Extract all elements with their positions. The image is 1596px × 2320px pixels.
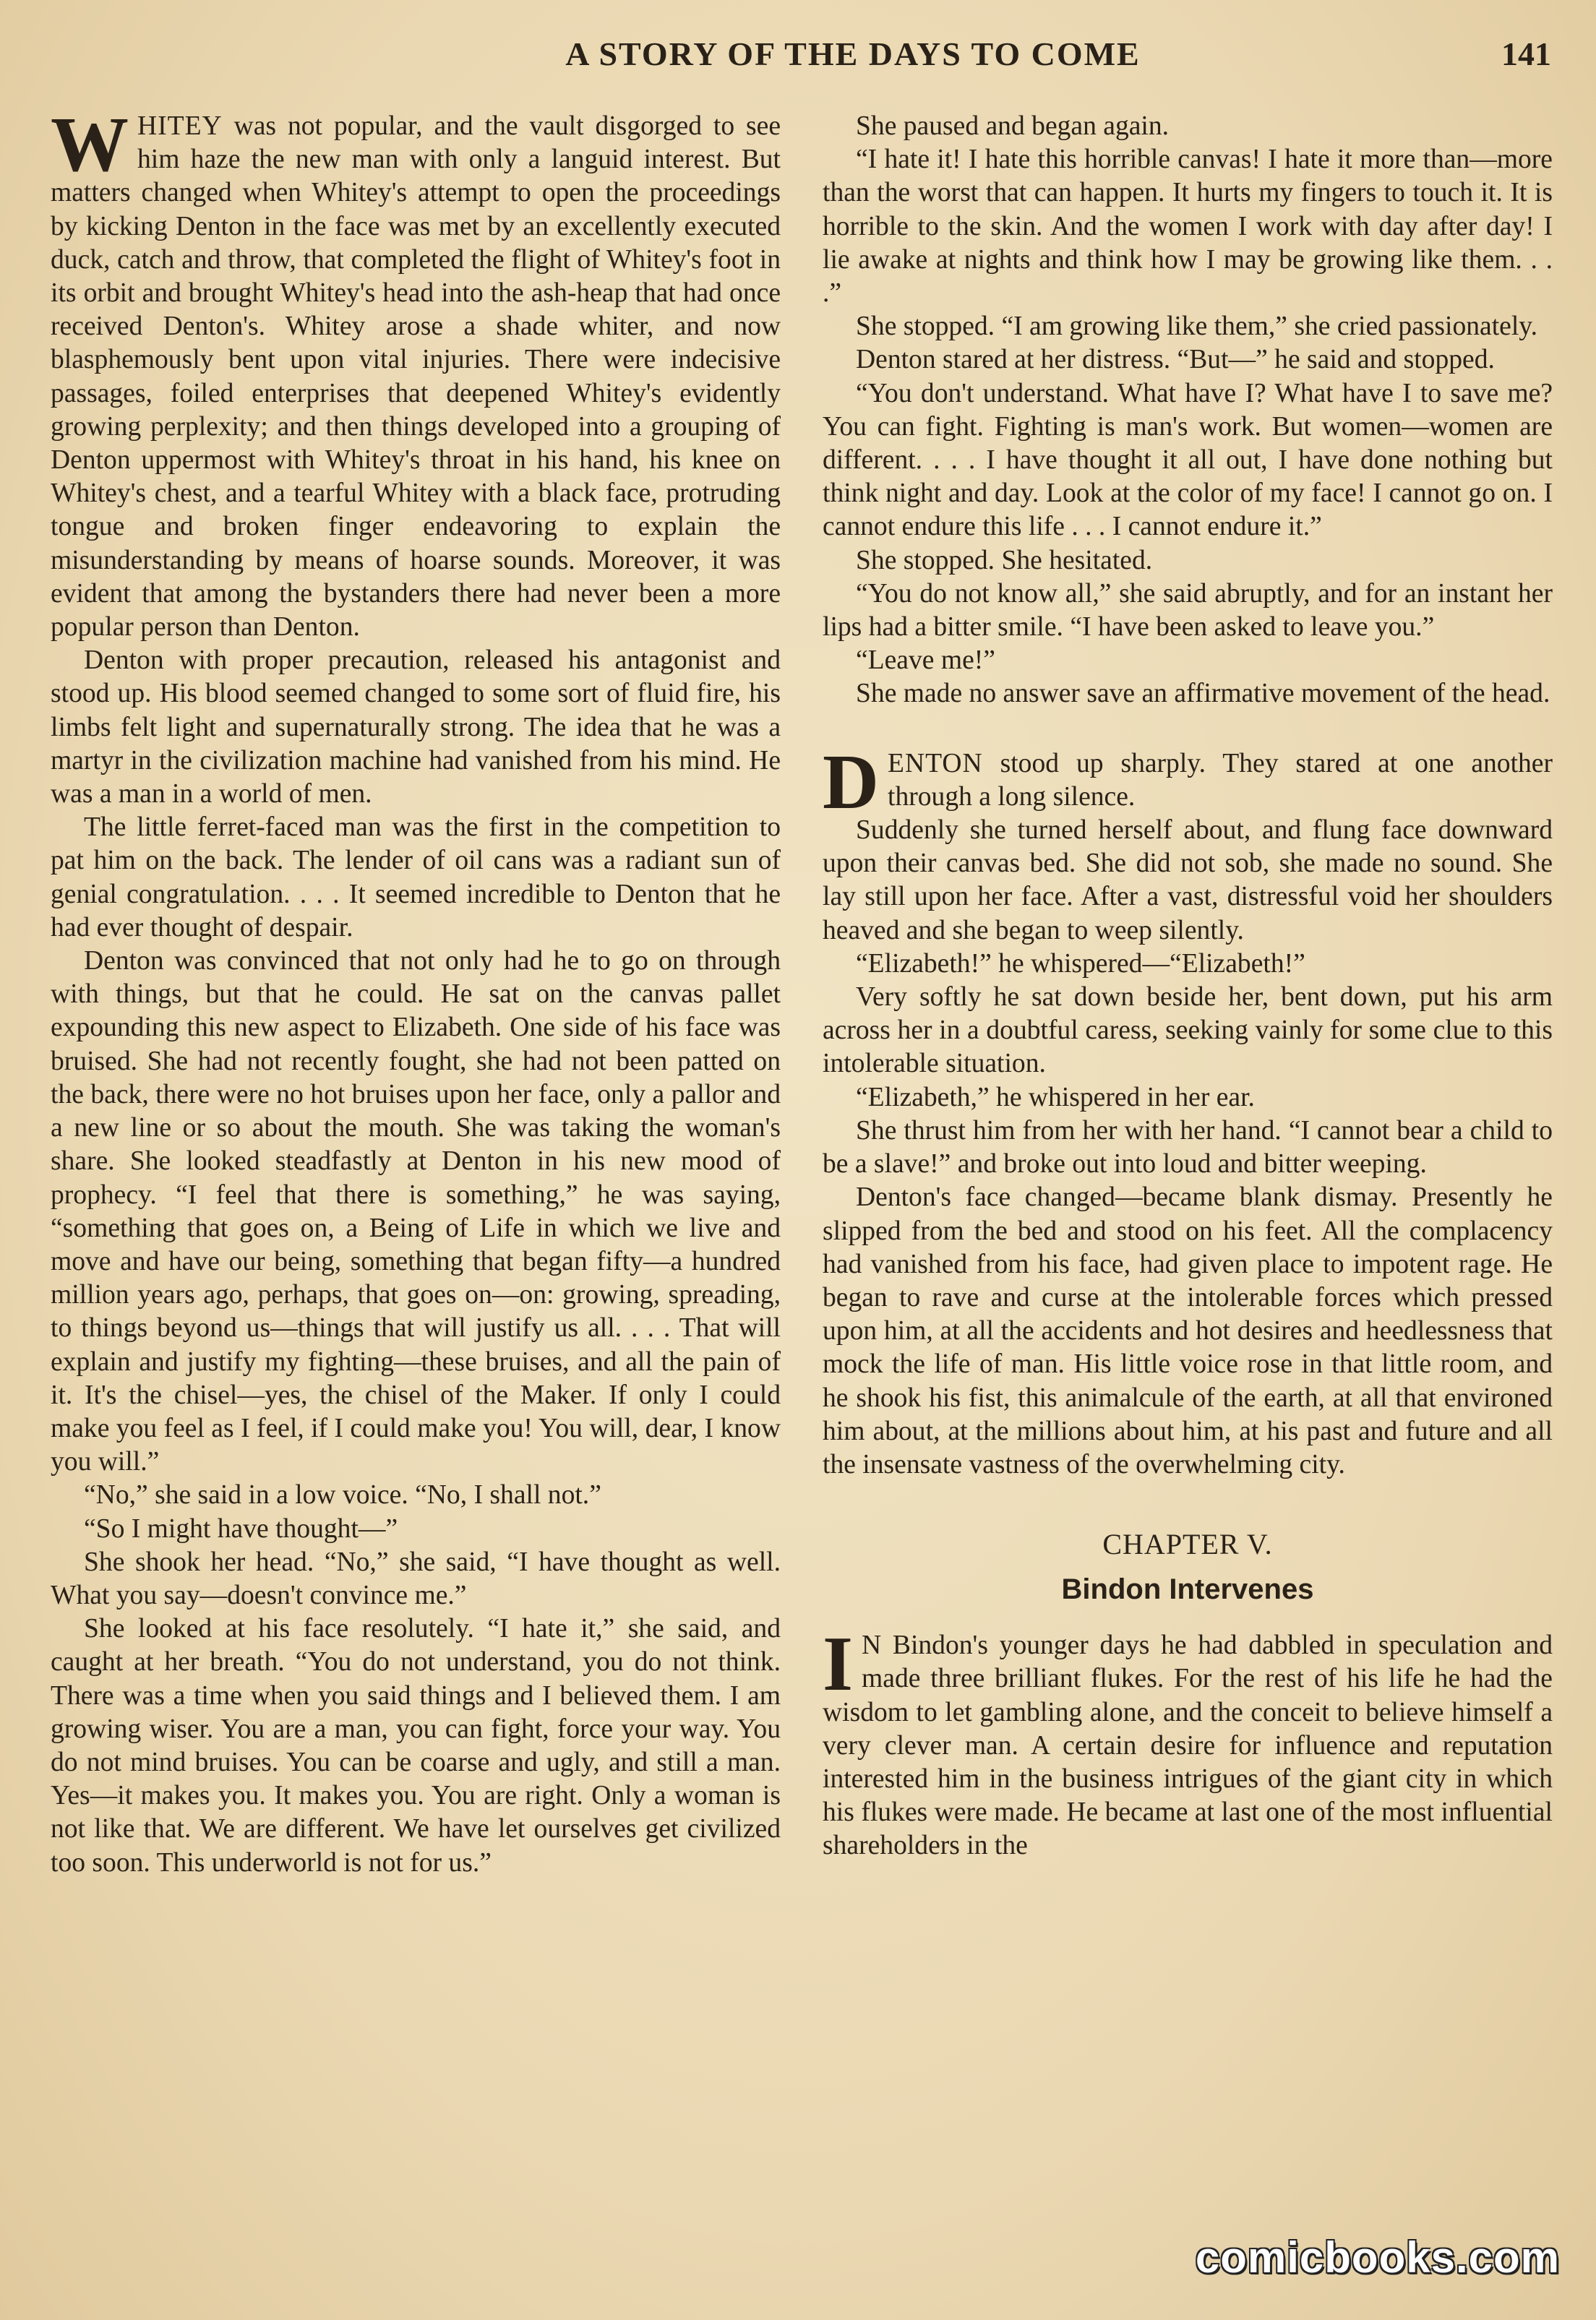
drop-cap: D [823, 739, 879, 825]
left-column [51, 102, 781, 1880]
paragraph: She stopped. She hesitated. [856, 545, 1153, 575]
chapter-opening-paragraph [823, 1621, 1553, 1863]
paragraph: Denton stared at her distress. “But—” he said and stopped. [856, 345, 1495, 375]
paragraph: She made no answer save an affirmative movement of the head. [856, 679, 1550, 709]
running-head: A STORY OF THE DAYS TO COME [565, 35, 1141, 72]
paragraph: The little ferret-faced man was the first in the competition to pat him on the back. The lender of oil cans was a radiant sun of genial congratulation. . . . It seemed incredible to Denton that he had ever thought of despair. [51, 812, 781, 942]
opening-word: HITEY [137, 111, 223, 141]
paragraph: “Elizabeth!” he whispered—“Elizabeth!” [856, 948, 1305, 979]
chapter-title: Bindon Intervenes [1061, 1573, 1314, 1606]
paragraph: She thrust him from her with her hand. “I cannot bear a child to be a slave!” and broke out into loud and bitter weeping. [823, 1115, 1553, 1180]
chapter-heading: CHAPTER V. [1102, 1528, 1273, 1561]
section-opening-paragraph [823, 739, 1553, 825]
paragraph: “I hate it! I hate this horrible canvas! I hate it more than—more than the worst that can happen. It hurts my fingers to touch it. It is horrible to the skin. And the women I work with day after day! I lie awake at nights and think how I may be growing like them. . . .” [823, 145, 1553, 309]
opening-text: was not popular, and the vault disgorged to see him haze the new man with only a languid interest. But matters changed when Whitey's attempt to open the proceedings by kicking Denton in the face was met by an excellently executed duck, catch and throw, that completed the flight of Whitey's foot in its orbit and brought Whitey's head into the ash-heap that had once received Denton's. Whitey arose a shade whiter, and now blasphemously bent upon vital injuries. There were indecisive passages, foiled enterprises that deepened Whitey's evidently growing perplexity; and then things developed into a grouping of Denton uppermost with Whitey's throat in his hand, his knee on Whitey's chest, and a tearful Whitey with a black face, protruding tongue and broken finger endeavoring to explain the misunderstanding by means of hoarse sounds. Moreover, it was evident that among the bystanders there had never been a more popular person than Denton. [51, 111, 781, 643]
paragraph: She paused and began again. [856, 111, 1170, 141]
paragraph: “So I might have thought—” [84, 1513, 398, 1544]
drop-cap: I [823, 1621, 854, 1708]
paragraph: She shook her head. “No,” she said, “I have thought as well. What you say—doesn't convince me.” [51, 1547, 781, 1610]
paragraph: “No,” she said in a low voice. “No, I shall not.” [84, 1480, 601, 1511]
section-opening-word: ENTON [888, 748, 983, 778]
paragraph: She stopped. “I am growing like them,” she cried passionately. [856, 312, 1538, 342]
drop-cap: W [51, 102, 129, 188]
paragraph: Denton's face changed—became blank dismay. Presently he slipped from the bed and stood on his feet. All the complacency had vanished from his face, had given place to impotent rage. He began to rave and curse at the intolerable forces which pressed upon him, at all the accidents and hot desires and heedlessness that mock the life of man. His little voice rose in that little room, and he shook his fist, this animalcule of the earth, at all that environed him about, at the millions about him, at his past and future and all the insensate vastness of the overwhelming city. [823, 1182, 1553, 1479]
chapter-opening-text: N Bindon's younger days he had dabbled in speculation and made three brilliant flukes. For the rest of his life he had the wisdom to let gambling alone, and the conceit to believe himself a very clever man. A certain desire for influence and reputation interested him in the business intrigues of the giant city in which his flukes were made. He became at last one of the most influential shareholders in the [823, 1631, 1553, 1861]
paragraph: Very softly he sat down beside her, bent down, put his arm across her in a doubtful caress, seeking vainly for some clue to this intolerable situation. [823, 982, 1553, 1079]
paragraph: “Leave me!” [856, 645, 995, 676]
section-break [823, 711, 1553, 747]
watermark: comicbooks.com [1195, 2233, 1560, 2282]
paragraph: She looked at his face resolutely. “I hate it,” she said, and caught at her breath. “You do not understand, you do not think. There was a time when you said things and I believed them. I am growing wiser. You are a man, you can fight, force your way. You do not mind bruises. You can be coarse and ugly, and still a man. Yes—it makes you. It makes you. You are right. Only a woman is not like that. We are different. We have let ourselves get civilized too soon. This underworld is not for us.” [51, 1614, 781, 1878]
paragraph: Denton was convinced that not only had he to go on through with things, but that he could. He sat on the canvas pallet expounding this new aspect to Elizabeth. One side of his face was bruised. She had not recently fought, she had not been patted on the back, there were no hot bruises upon her face, only a pallor and a new line or so about the mouth. She was taking the woman's share. She looked steadfastly at Denton in his new mood of prophecy. “I feel that there is something,” he was saying, “something that goes on, a Being of Life in which we live and move and have our being, something that began fifty—a hundred million years ago, perhaps, that goes on—on: growing, spreading, to things beyond us—things that will justify us all. . . . That will explain and justify my fighting—these bruises, and all the pain of it. It's the chisel—yes, the chisel of the Maker. If only I could make you feel as I feel, if I could make you! You will, dear, I know you will.” [51, 946, 781, 1477]
paragraph: “You do not know all,” she said abruptly, and for an instant her lips had a bitter smile. “I have been asked to leave you.” [823, 578, 1553, 643]
opening-paragraph [51, 102, 781, 644]
paragraph: “Elizabeth,” he whispered in her ear. [856, 1082, 1255, 1112]
right-column [823, 110, 1553, 1863]
paragraph: Suddenly she turned herself about, and flung face downward upon their canvas bed. She did not sob, she made no sound. She lay still upon her face. After a vast, distressful void her shoulders heaved and she began to weep silently. [823, 815, 1553, 945]
paragraph: Denton with proper precaution, released his antagonist and stood up. His blood seemed changed to some sort of fluid fire, his limbs felt light and supernaturally strong. The idea that he was a martyr in the civilization machine had vanished from his mind. He was a man in a world of men. [51, 645, 781, 809]
page-number: 141 [1501, 35, 1551, 72]
section-opening-text: stood up sharply. They stared at one another through a long silence. [888, 748, 1553, 812]
paragraph: “You don't understand. What have I? What have I to save me? You can fight. Fighting is man's work. But women—women are different. . . . I have thought it all out, I have done nothing but think night and day. Look at the color of my face! I cannot go on. I cannot endure this life . . . I cannot endure it.” [823, 378, 1553, 542]
